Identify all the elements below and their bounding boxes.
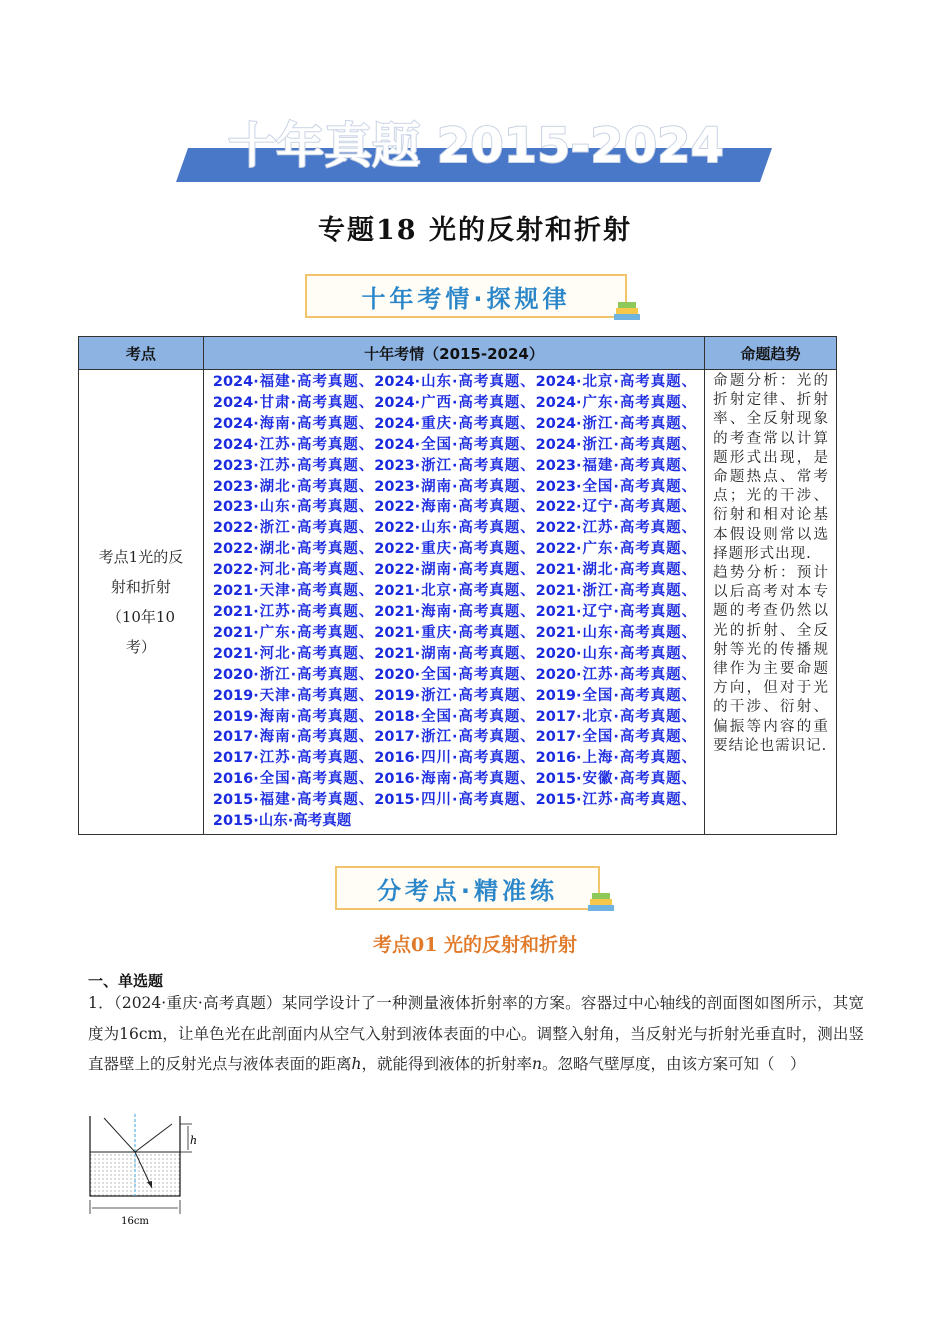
question-text-3: 。忽略气壁厚度，由该方案可知（ ）: [542, 1055, 806, 1073]
books-icon: [612, 298, 642, 324]
point-cell: [79, 370, 204, 835]
point-line: 考点1光的反: [98, 547, 184, 566]
header-years: 十年考情（2015-2024）: [203, 337, 704, 370]
books-icon: [586, 889, 616, 915]
question-1: [88, 988, 864, 1080]
question-number: 1．: [88, 994, 114, 1012]
banner-text: 十年真题 2015-2024: [228, 118, 724, 174]
point-line: 射和折射: [110, 577, 171, 596]
point-line: 考）: [125, 637, 156, 656]
container-figure: [86, 1114, 216, 1226]
badge-trend-label: 十年考情·探规律: [361, 284, 571, 313]
question-type: 一、单选题: [88, 972, 164, 990]
badge-trend: [305, 274, 627, 318]
years-cell: 2024·福建·高考真题、2024·山东·高考真题、2024·北京·高考真题、2024·甘肃·高考真题、2024·广西·高考真题、2024·广东·高考真题、2024·海南·高考真题、2024·重庆·高考真题、2024·浙江·高考真题、2024·江苏·高考真题、2024·全国·高考真题、2024·浙江·高考真题、2023·江苏·高考真题、2023·浙江·高考真题、2023·福建·高考真题、2023·湖北·高考真题、2023·湖南·高考真题、2023·全国·高考真题、2023·山东·高考真题、2022·海南·高考真题、2022·辽宁·高考真题、2022·浙江·高考真题、2022·山东·高考真题、2022·江苏·高考真题、2022·湖北·高考真题、2022·重庆·高考真题、2022·广东·高考真题、2022·河北·高考真题、2022·湖南·高考真题、2021·湖北·高考真题、2021·天津·高考真题、2021·北京·高考真题、2021·浙江·高考真题、2021·江苏·高考真题、2021·海南·高考真题、2021·辽宁·高考真题、2021·广东·高考真题、2021·重庆·高考真题、2021·山东·高考真题、2021·河北·高考真题、2021·湖南·高考真题、2020·山东·高考真题、2020·浙江·高考真题、2020·全国·高考真题、2020·江苏·高考真题、2019·天津·高考真题、2019·浙江·高考真题、2019·全国·高考真题、2019·海南·高考真题、2018·全国·高考真题、2017·北京·高考真题、2017·海南·高考真题、2017·浙江·高考真题、2017·全国·高考真题、2017·江苏·高考真题、2016·四川·高考真题、2016·上海·高考真题、2016·全国·高考真题、2016·海南·高考真题、2015·安徽·高考真题、2015·福建·高考真题、2015·四川·高考真题、2015·江苏·高考真题、2015·山东·高考真题: [203, 370, 704, 835]
var-h: h: [351, 1055, 362, 1073]
question-source: （2024·重庆·高考真题）: [113, 994, 282, 1012]
table-row: [79, 370, 837, 835]
badge-practice-label: 分考点·精准练: [376, 876, 559, 905]
question-text-1: 某同学设计了一种测量液体折射率的方案。容器过中心轴线的剖面图如图所示，其宽度为16cm，让单色光在此剖面内从空气入射到液体表面的中心。调整入射角，当反射光与折射光垂直时，测出竖直器壁上的反射光点与液体表面的距离: [88, 994, 864, 1073]
question-text-2: ，就能得到液体的折射率: [361, 1055, 533, 1073]
header-trend: 命题趋势: [705, 337, 837, 370]
header-point: 考点: [79, 337, 204, 370]
point-line: （10年10: [106, 607, 176, 626]
topic-title: 专题18 光的反射和折射: [318, 215, 632, 246]
table-header-row: [79, 337, 837, 370]
trend-cell: [705, 370, 837, 835]
trend-analysis: 命题分析：光的折射定律、折射率、全反射现象的考查常以计算题形式出现，是命题热点、常考点；光的干涉、衍射和相对论基本假设则常以选择题形式出现.: [713, 373, 829, 562]
figure-width-label: 16cm: [121, 1216, 149, 1226]
var-n: n: [532, 1055, 542, 1073]
badge-practice: [335, 866, 600, 910]
trend-forecast: 趋势分析：预计以后高考对本专题的考查仍然以光的折射、全反射等光的传播规律作为主要命题方向，但对于光的干涉、衍射、偏振等内容的重要结论也需识记.: [713, 565, 829, 754]
figure-h-label: h: [190, 1134, 198, 1147]
point-title: 考点01 光的反射和折射: [372, 934, 578, 956]
title-banner: [176, 112, 776, 184]
trend-table: [78, 336, 837, 835]
